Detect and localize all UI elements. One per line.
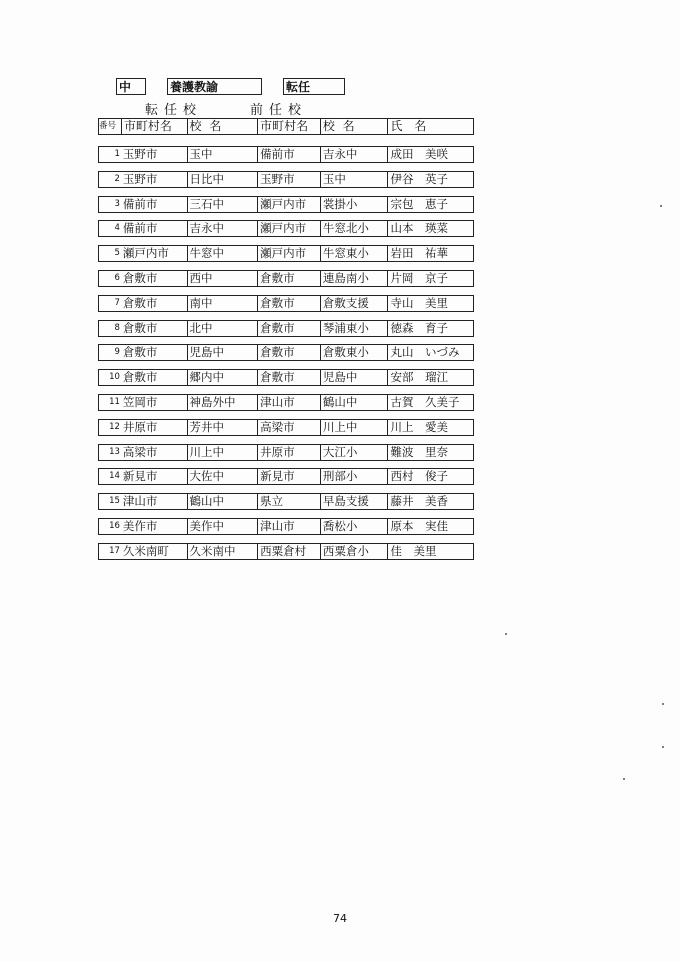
prev-school: 牛窓東小 [320,246,388,261]
new-city: 倉敷市 [122,270,158,285]
row-number: 13 [109,446,120,457]
new-school-heading: 転任校 [145,103,203,118]
prev-school: 玉中 [320,172,388,187]
new-school: 郷内中 [187,370,258,385]
table-row [98,444,474,461]
new-school: 南中 [187,296,258,311]
prev-city: 倉敷市 [257,345,320,360]
scan-speck [662,703,664,705]
new-school: 玉中 [187,147,258,162]
table-row [98,295,474,312]
teacher-name: 山本 瑛菜 [387,221,473,236]
prev-school: 大江小 [320,445,388,460]
table-row [98,171,474,188]
prev-school: 裳掛小 [320,197,388,212]
transfer-table [98,146,476,568]
prev-school: 牛窓北小 [320,221,388,236]
prev-city: 倉敷市 [257,370,320,385]
col-header-name: 氏 名 [387,119,473,134]
teacher-name: 徳森 育子 [387,321,473,336]
school-level-box [116,78,146,95]
table-row [98,320,474,337]
prev-school: 西粟倉小 [320,544,388,559]
new-school: 美作中 [187,519,258,534]
table-row [98,196,474,213]
new-school: 三石中 [187,197,258,212]
row-number: 15 [109,496,120,507]
prev-school: 倉敷東小 [320,345,388,360]
teacher-name: 宗包 恵子 [387,197,473,212]
prev-city: 倉敷市 [257,296,320,311]
scan-speck [505,633,507,635]
prev-city: 瀬戸内市 [257,197,320,212]
teacher-name: 岩田 祐華 [387,246,473,261]
row-number: 6 [114,272,120,283]
position-box [167,78,262,95]
new-school: 児島中 [187,345,258,360]
new-school: 芳井中 [187,420,258,435]
prev-city: 県立 [257,494,320,509]
col-header-city-prev: 市町村名 [257,119,320,134]
new-city: 倉敷市 [122,345,158,360]
prev-school: 刑部小 [320,469,388,484]
new-city: 瀬戸内市 [122,246,169,261]
prev-city: 瀬戸内市 [257,221,320,236]
teacher-name: 寺山 美里 [387,296,473,311]
new-school: 吉永中 [187,221,258,236]
prev-school: 倉敷支援 [320,296,388,311]
table-row [98,543,474,560]
table-row [98,394,474,411]
prev-school: 琴浦東小 [320,321,388,336]
teacher-name: 安部 瑠江 [387,370,473,385]
prev-school: 早島支援 [320,494,388,509]
new-school: 北中 [187,321,258,336]
teacher-name: 片岡 京子 [387,271,473,286]
prev-city: 倉敷市 [257,271,320,286]
new-school: 神島外中 [187,395,258,410]
new-city: 倉敷市 [122,295,158,310]
table-row [98,270,474,287]
table-row [98,493,474,510]
prev-school: 吉永中 [320,147,388,162]
new-school: 川上中 [187,445,258,460]
table-row [98,419,474,436]
teacher-name: 西村 俊子 [387,469,473,484]
new-city: 久米南町 [122,543,169,558]
new-school: 日比中 [187,172,258,187]
scan-speck [662,746,664,748]
page-number: 74 [333,912,347,925]
row-number: 11 [109,396,120,407]
teacher-name: 丸山 いづみ [387,345,473,360]
position-label: 養護教諭 [170,80,219,94]
teacher-name: 佳 美里 [387,544,473,559]
new-school: 鶴山中 [187,494,258,509]
new-city: 備前市 [122,221,158,236]
row-number: 1 [114,149,120,159]
col-header-city-new: 市町村名 [121,119,187,134]
row-number: 8 [114,322,120,333]
transfer-type-box [283,78,345,95]
row-number: 9 [114,347,120,358]
teacher-name: 川上 愛美 [387,420,473,435]
row-number: 3 [114,198,120,209]
table-row [98,369,474,386]
new-city: 倉敷市 [122,320,158,335]
row-number: 14 [109,471,120,482]
row-number: 12 [109,421,120,432]
row-number: 5 [114,248,120,259]
col-header-school-prev: 校 名 [320,119,388,134]
prev-city: 津山市 [257,395,320,410]
row-number: 7 [114,297,120,308]
new-city: 井原市 [122,419,158,434]
table-row [98,518,474,535]
new-city: 新見市 [122,469,158,484]
prev-school: 川上中 [320,420,388,435]
prev-school: 鶴山中 [320,395,388,410]
row-number: 4 [114,223,120,234]
row-number: 17 [109,545,120,556]
new-city: 玉野市 [122,171,158,186]
col-header-school-new: 校 名 [187,119,258,134]
teacher-name: 伊谷 英子 [387,172,473,187]
col-header-number: 番号 [99,121,117,131]
teacher-name: 古賀 久美子 [387,395,473,410]
table-row [98,344,474,361]
table-row [98,245,474,262]
scan-speck [660,205,662,207]
new-city: 備前市 [122,196,158,211]
school-level-label: 中 [119,80,132,94]
prev-city: 津山市 [257,519,320,534]
prev-city: 倉敷市 [257,321,320,336]
teacher-name: 藤井 美香 [387,494,473,509]
new-school: 牛窓中 [187,246,258,261]
table-header [98,118,474,135]
prev-city: 玉野市 [257,172,320,187]
row-number: 2 [114,173,120,184]
prev-city: 西粟倉村 [257,544,320,559]
prev-city: 瀬戸内市 [257,246,320,261]
prev-school: 喬松小 [320,519,388,534]
new-city: 高梁市 [122,444,158,459]
prev-city: 高梁市 [257,420,320,435]
teacher-name: 成田 美咲 [387,147,473,162]
new-city: 笠岡市 [122,394,158,409]
new-school: 久米南中 [187,544,258,559]
new-city: 玉野市 [122,147,158,161]
prev-city: 井原市 [257,445,320,460]
prev-city: 備前市 [257,147,320,162]
transfer-type-label: 転任 [286,80,311,94]
prev-school: 児島中 [320,370,388,385]
new-city: 美作市 [122,518,158,533]
prev-school: 連島南小 [320,271,388,286]
row-number: 16 [109,520,120,531]
teacher-name: 難波 里奈 [387,445,473,460]
new-school: 西中 [187,271,258,286]
table-row [98,146,474,163]
table-row [98,468,474,485]
new-city: 倉敷市 [122,370,158,385]
previous-school-heading: 前任校 [250,103,308,118]
table-row [98,220,474,237]
scan-speck [623,778,625,780]
row-number: 10 [109,372,120,383]
new-city: 津山市 [122,494,158,509]
new-school: 大佐中 [187,469,258,484]
prev-city: 新見市 [257,469,320,484]
teacher-name: 原本 実佳 [387,519,473,534]
